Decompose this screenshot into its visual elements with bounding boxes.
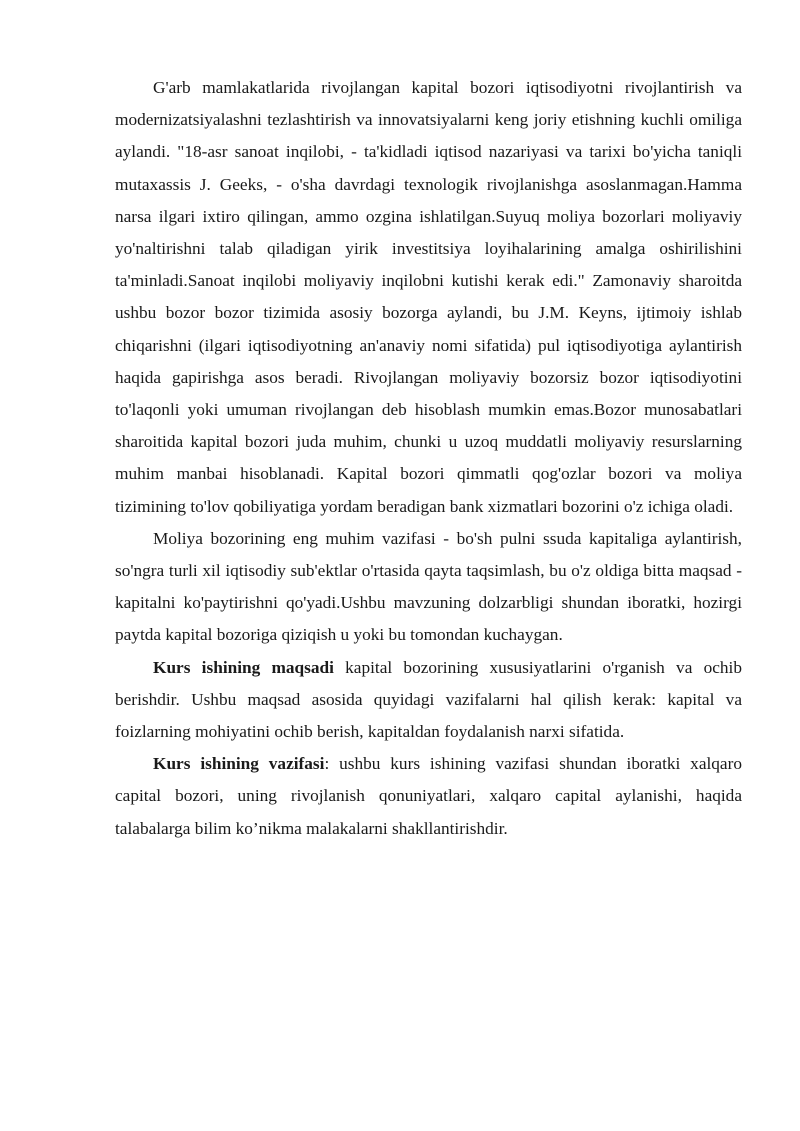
paragraph-goal [115,652,742,749]
document-page [115,72,742,845]
tasks-heading: Kurs ishining vazifasi [153,754,325,774]
goal-text: kapital bozorining xususiyatlarini o'rganish va ochib berishdir. Ushbu maqsad asosida quyidagi vazifalarni hal qilish kerak: kapital va foizlarning mohiyatini ochib berish, kapitaldan foydalanish narxi sifatida. [115,657,742,742]
paragraph-market-function: Moliya bozorining eng muhim vazifasi - bo'sh pulni ssuda kapitaliga aylantirish, so'ngra turli xil iqtisodiy sub'ektlar o'rtasida qayta taqsimlash, bu o'z oldiga bitta maqsad - kapitalni ko'paytirishni qo'yadi.Ushbu mavzuning dolzarbligi shundan iboratki, hozirgi paytda kapital bozoriga qiziqish u yoki bu tomondan kuchaygan. [115,528,742,645]
paragraph-intro: G'arb mamlakatlarida rivojlangan kapital bozori iqtisodiyotni rivojlantirish va modernizatsiyalashni tezlashtirish va innovatsiyalarni keng joriy etishning kuchli omiliga aylandi. "18-asr sanoat inqilobi, - ta'kidladi iqtisod nazariyasi va tarixi bo'yicha taniqli mutaxassis J. Geeks, - o'sha davrdagi texnologik rivojlanishga asoslanmagan.Hamma narsa ilgari ixtiro qilingan, ammo ozgina ishlatilgan.Suyuq moliya bozorlari moliyaviy yo'naltirishni talab qiladigan yirik investitsiya loyihalarining amalga oshirilishini ta'minladi.Sanoat inqilobi moliyaviy inqilobni kutishi kerak edi." Zamonaviy sharoitda ushbu bozor bozor tizimida asosiy bozorga aylandi, bu J.M. Keyns, ijtimoiy ishlab chiqarishni (ilgari iqtisodiyotning an'anaviy nomi sifatida) pul iqtisodiyotiga aylantirish haqida gapirishga asos beradi. Rivojlangan moliyaviy bozorsiz bozor iqtisodiyotini to'laqonli yoki umuman rivojlangan deb hisoblash mumkin emas.Bozor munosabatlari sharoitida kapital bozori juda muhim, chunki u uzoq muddatli moliyaviy resurslarning muhim manbai hisoblanadi. Kapital bozori qimmatli qog'ozlar bozori va moliya tizimining to'lov qobiliyatiga yordam beradigan bank xizmatlari bozorini o'z ichiga oladi. [115,78,742,516]
paragraph-tasks [115,748,742,845]
goal-heading: Kurs ishining maqsadi [153,657,334,677]
tasks-text: : ushbu kurs ishining vazifasi shundan iboratki xalqaro capital bozori, uning rivojlanish qonuniyatlari, xalqaro capital aylanishi, haqida talabalarga bilim ko’nikma malakalarni shakllantirishdir. [115,754,742,838]
